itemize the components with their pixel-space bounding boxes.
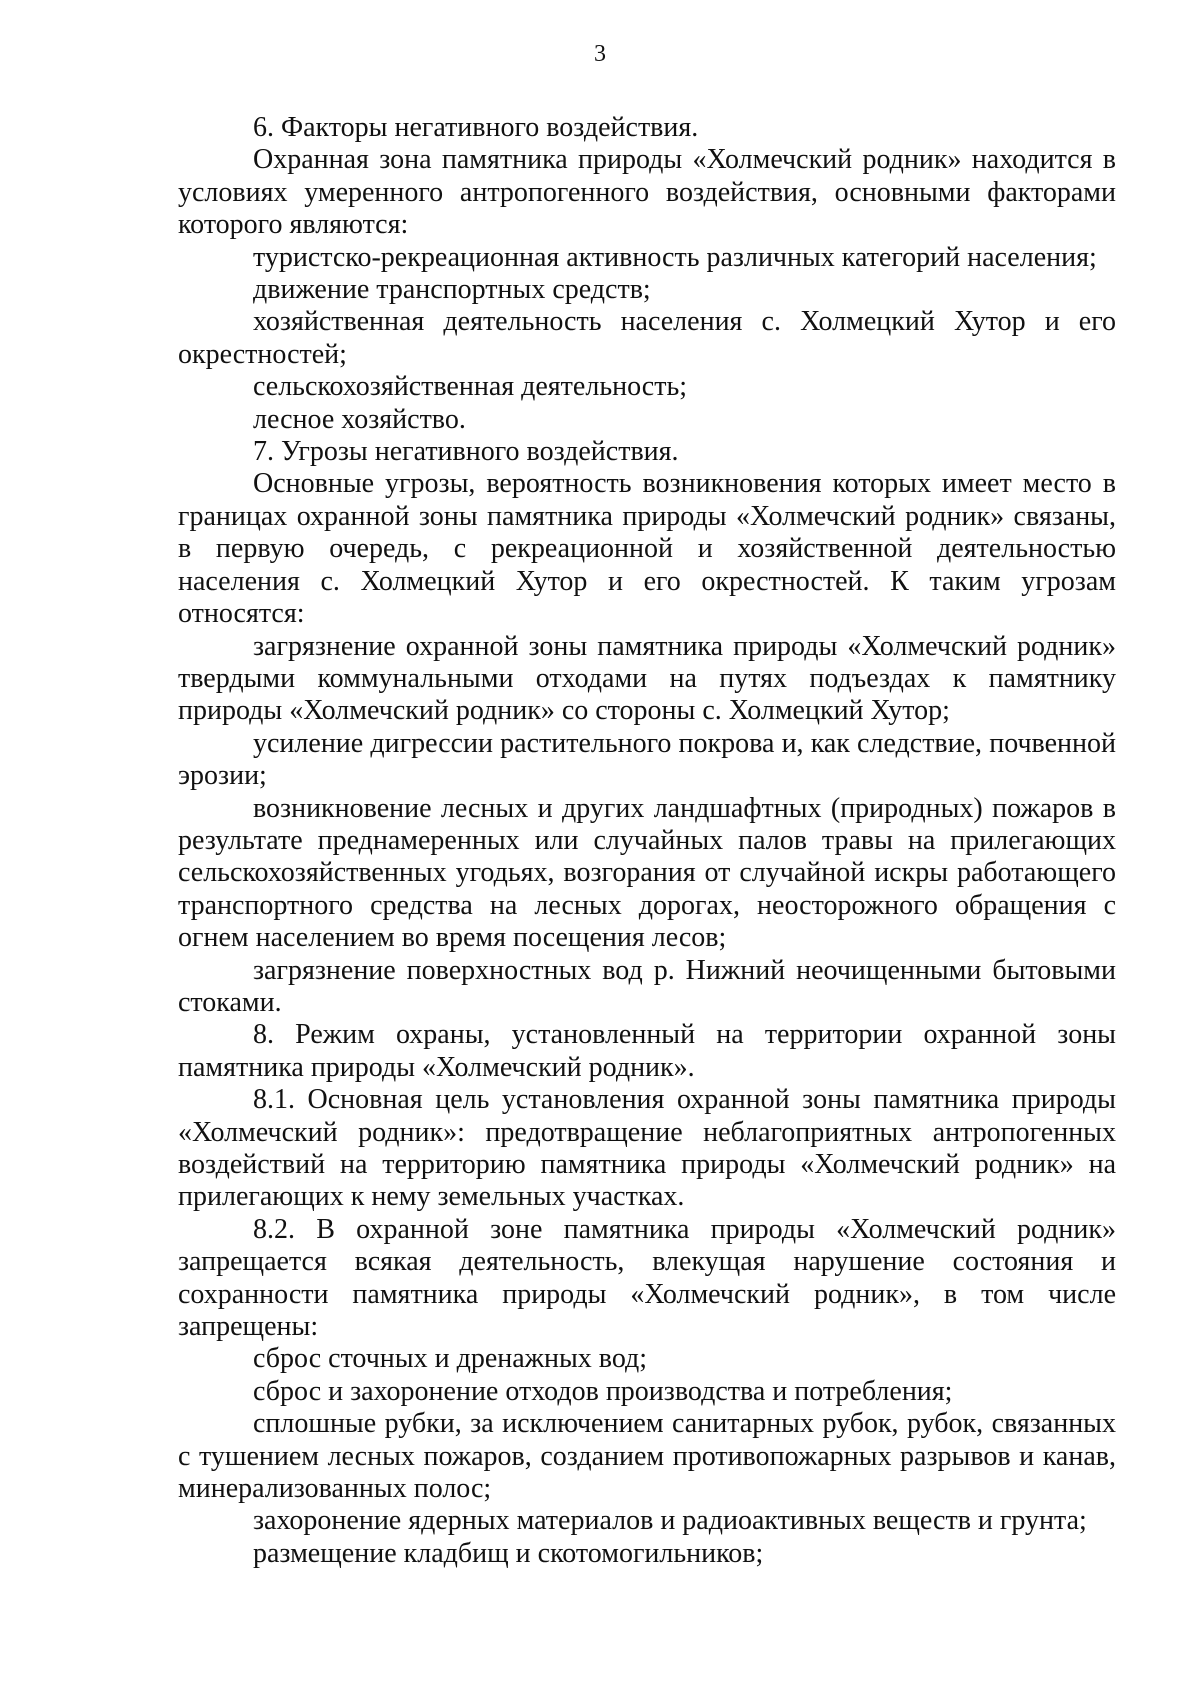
list-item: сброс и захоронение отходов производства и потребления; [253,1375,953,1407]
document-body [178,112,1116,1570]
section-heading-7: 7. Угрозы негативного воздействия. [253,436,679,468]
list-item: захоронение ядерных материалов и радиоактивных веществ и грунта; [253,1505,1087,1537]
section-heading-6: 6. Факторы негативного воздействия. [253,112,699,143]
list-item: хозяйственная деятельность населения с. Холмецкий Хутор и его окрестностей; [178,306,1116,370]
page-number: 3 [594,41,606,67]
list-item: загрязнение охранной зоны памятника природы «Холмечский родник» твердыми коммунальными отходами на путях подъездах к памятнику природы «Холмечский родник» со стороны с. Холмецкий Хутор; [178,630,1116,727]
list-item: лесное хозяйство. [253,403,466,435]
list-item: туристско-рекреационная активность различных категорий населения; [253,241,1097,273]
paragraph: Охранная зона памятника природы «Холмечский родник» находится в условиях умеренного антропогенного воздействия, основными факторами которого являются: [178,144,1116,241]
list-item: усиление дигрессии растительного покрова и, как следствие, почвенной эрозии; [178,727,1116,792]
list-item: движение транспортных средств; [253,274,651,306]
paragraph: 8.1. Основная цель установления охранной зоны памятника природы «Холмечский родник»: предотвращение неблагоприятных антропогенных воздействий на территорию памятника природы «Холмечский родник» на прилегающих к нему земельных участках. [178,1084,1116,1213]
list-item: сельскохозяйственная деятельность; [253,371,687,403]
list-item: загрязнение поверхностных вод р. Нижний неочищенными бытовыми стоками. [178,954,1116,1018]
list-item: сплошные рубки, за исключением санитарных рубок, рубок, связанных с тушением лесных пожаров, созданием противопожарных разрывов и канав, минерализованных полос; [178,1408,1116,1505]
list-item: возникновение лесных и других ландшафтных (природных) пожаров в результате преднамеренных или случайных палов травы на прилегающих сельскохозяйственных угодьях, возгорания от случайной искры работающего транспортного средства на лесных дорогах, неосторожного обращения с огнем населением во время посещения лесов; [178,792,1116,954]
paragraph: 8.2. В охранной зоне памятника природы «Холмечский родник» запрещается всякая деятельность, влекущая нарушение состояния и сохранности памятника природы «Холмечский родник», в том числе запрещены: [178,1213,1116,1343]
list-item: сброс сточных и дренажных вод; [253,1343,648,1375]
paragraph: Основные угрозы, вероятность возникновения которых имеет место в границах охранной зоны памятника природы «Холмечский родник» связаны, в первую очередь, с рекреационной и хозяйственной деятельностью населения с. Холмецкий Хутор и его окрестностей. К таким угрозам относятся: [178,468,1116,630]
section-heading-8: 8. Режим охраны, установленный на территории охранной зоны памятника природы «Холмечский родник». [178,1019,1116,1083]
list-item: размещение кладбищ и скотомогильников; [253,1537,764,1569]
